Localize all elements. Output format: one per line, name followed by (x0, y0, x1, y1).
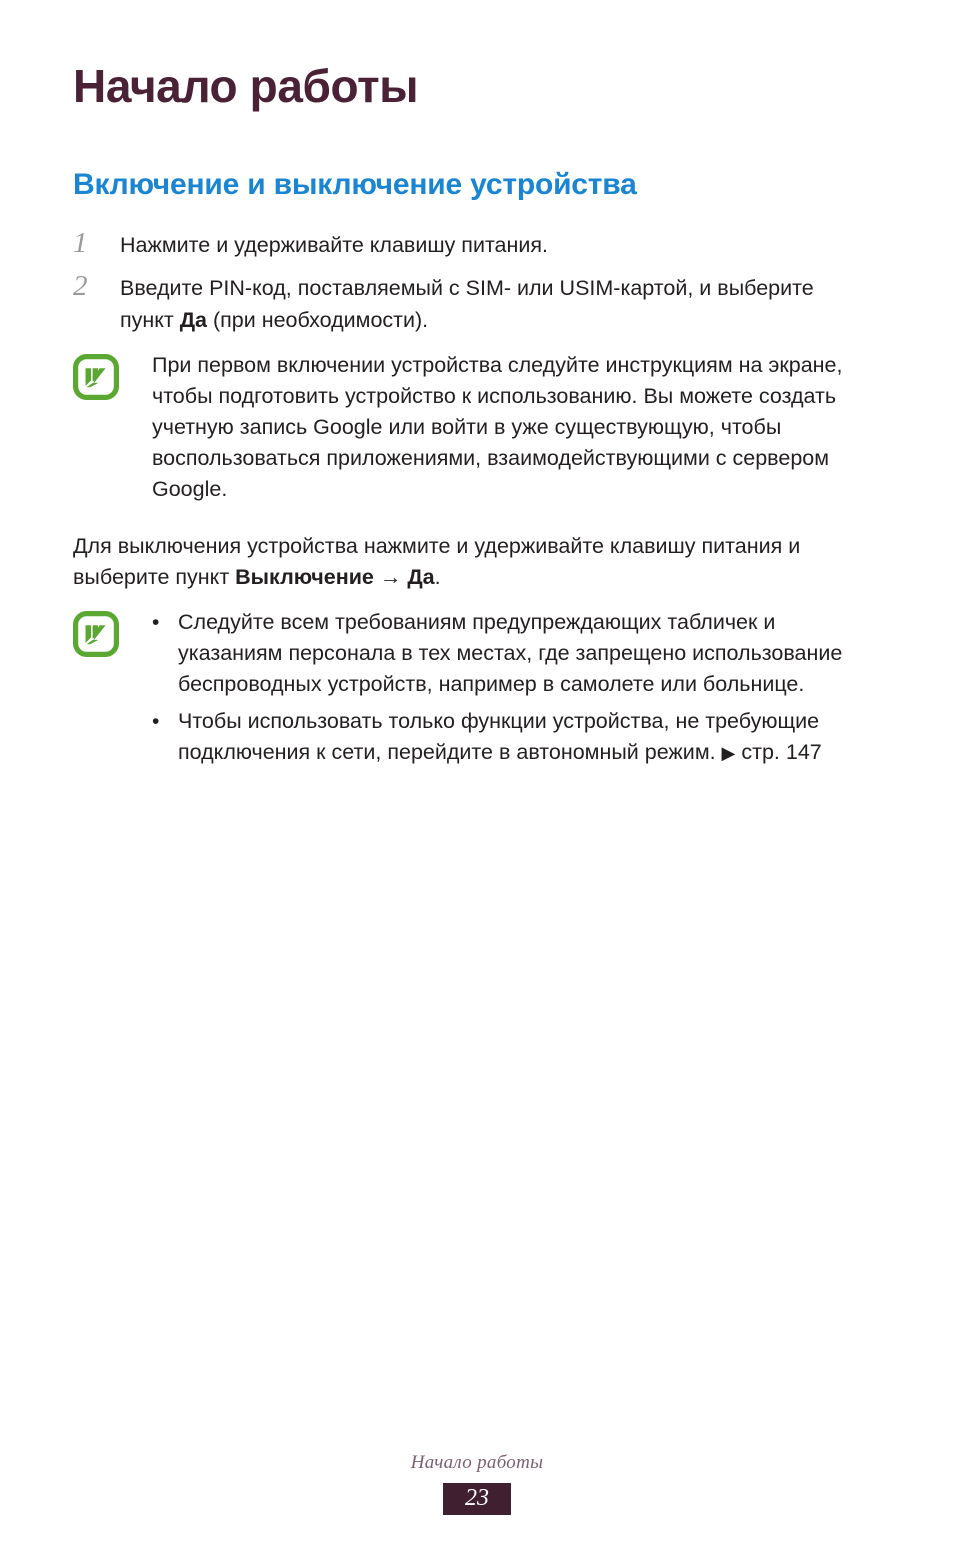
step-text (120, 272, 863, 336)
power-off-paragraph (73, 505, 863, 593)
step-item (73, 229, 863, 261)
step-text-before: Введите PIN-код, поставляемый с SIM- или USIM-картой, и выберите пункт (120, 276, 814, 333)
step-number: 2 (73, 270, 88, 303)
note-box-first (73, 350, 863, 505)
note-body (152, 607, 863, 769)
power-off-menu-label: Выключение (235, 565, 374, 590)
bullet-glyph: • (152, 611, 160, 635)
power-off-text-before: Для выключения устройства нажмите и удерживайте клавишу питания и выберите пункт (73, 534, 801, 590)
note-body (152, 350, 863, 505)
note-box-second (73, 607, 863, 769)
step-text: Нажмите и удерживайте клавишу питания. (120, 233, 549, 258)
note-bullet-text: Следуйте всем требованиям предупреждающих табличек и указаниям персонала в тех местах, где запрещено использование беспроводных устройств, например в самолете или больнице. (178, 610, 843, 697)
numbered-steps-list (73, 201, 863, 336)
step-number: 1 (73, 227, 88, 260)
page-content (73, 0, 863, 769)
note-bullet-list (152, 607, 863, 769)
power-off-text-after: . (434, 565, 441, 590)
page-number-badge: 23 (443, 1483, 511, 1515)
triangle-right-icon: ▶ (721, 743, 736, 764)
note-bullet-item (152, 706, 863, 769)
chapter-title: Начало работы (73, 60, 419, 112)
bullet-glyph: • (152, 710, 160, 734)
note-bullet-text: Чтобы использовать только функции устройства, не требующие подключения к сети, перейдите в автономный режим. (178, 709, 820, 765)
note-bullet-item (152, 607, 863, 700)
section-heading: Включение и выключение устройства (73, 168, 637, 202)
note-pen-icon (73, 354, 119, 400)
footer-chapter-label: Начало работы (410, 1452, 544, 1473)
power-off-confirm-label: Да (407, 565, 435, 590)
step-item (73, 272, 863, 336)
page-footer (0, 1452, 954, 1515)
step-text-bold: Да (179, 308, 208, 333)
page-reference: стр. 147 (735, 740, 822, 765)
arrow-glyph: → (373, 565, 408, 590)
note-pen-icon (73, 611, 119, 657)
step-text-after: (при необходимости). (207, 308, 429, 333)
note-text: При первом включении устройства следуйте инструкциям на экране, чтобы подготовить устройство к использованию. Вы можете создать учетную запись Google или войти в уже существующую, чтобы воспользоваться приложениями, взаимодействующими с сервером Google. (152, 353, 843, 502)
